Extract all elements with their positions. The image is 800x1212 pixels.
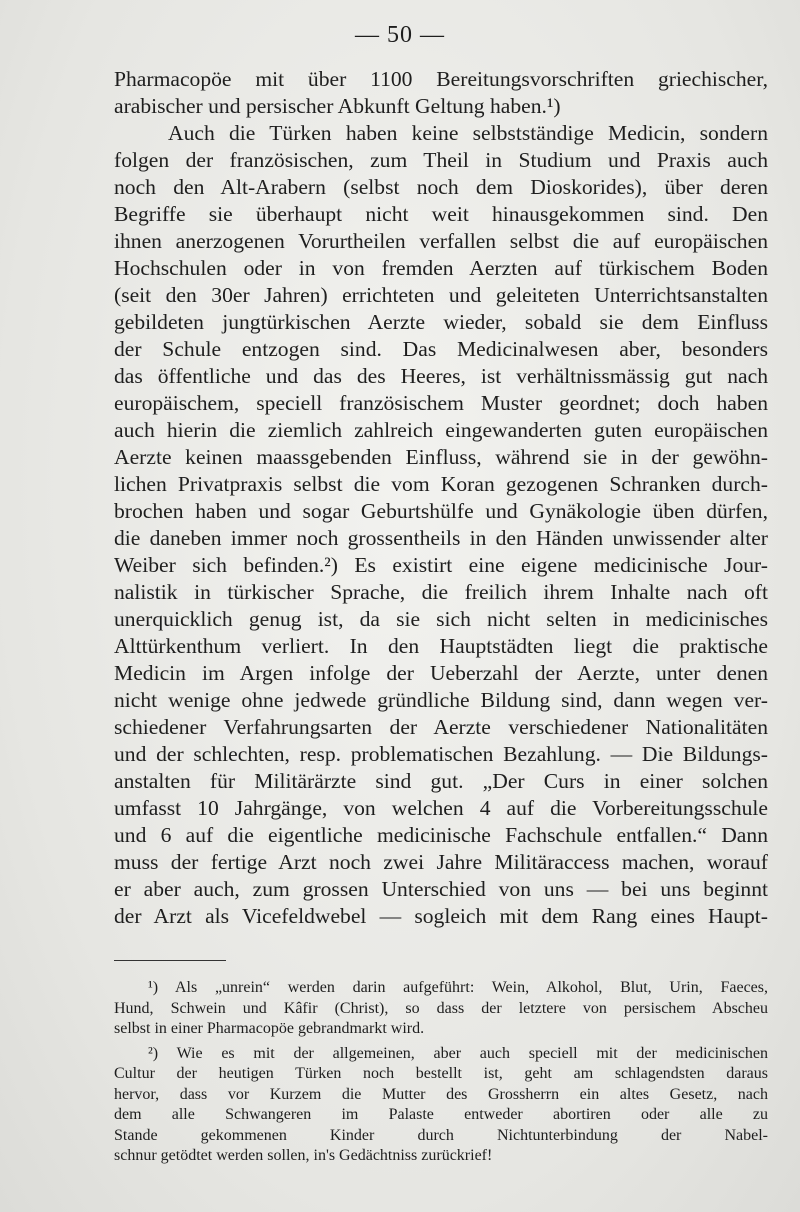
footnote-line: Cultur der heutigen Türken noch bestellt ist, geht am schlagendsten daraus xyxy=(114,1065,768,1082)
footnotes xyxy=(114,978,768,1167)
body-line: Alttürkenthum verliert. In den Hauptstädten liegt die praktische xyxy=(114,634,768,658)
body-line: umfasst 10 Jahrgänge, von welchen 4 auf die Vorbereitungsschule xyxy=(114,796,768,820)
body-line: arabischer und persischer Abkunft Geltung haben.¹) xyxy=(114,94,561,118)
body-line: und der schlechten, resp. problematischen Bezahlung. — Die Bildungs- xyxy=(114,742,768,766)
body-line: Medicin im Argen infolge der Ueberzahl der Aerzte, unter denen xyxy=(114,661,768,685)
body-line: Pharmacopöe mit über 1100 Bereitungsvorschriften griechischer, xyxy=(114,67,768,91)
body-line: Auch die Türken haben keine selbstständige Medicin, sondern xyxy=(168,121,768,145)
body-line: muss der fertige Arzt noch zwei Jahre Militäraccess machen, worauf xyxy=(114,850,768,874)
body-line: ihnen anerzogenen Vorurtheilen verfallen selbst die auf europäischen xyxy=(114,229,768,253)
body-line: er aber auch, zum grossen Unterschied von uns — bei uns beginnt xyxy=(114,877,768,901)
body-line: nicht wenige ohne jedwede gründliche Bildung sind, dann wegen ver- xyxy=(114,688,768,712)
footnote-line: hervor, dass vor Kurzem die Mutter des Grossherrn ein altes Gesetz, nach xyxy=(114,1085,768,1103)
body-line: (seit den 30er Jahren) errichteten und geleiteten Unterrichtsanstalten xyxy=(114,283,768,307)
body-line: die daneben immer noch grossentheils in den Händen unwissender alter xyxy=(114,526,768,550)
footnote-line: ¹) Als „unrein“ werden darin aufgeführt: Wein, Alkohol, Blut, Urin, Faeces, xyxy=(148,979,768,996)
body-line: anstalten für Militärärzte sind gut. „Der Curs in einer solchen xyxy=(114,769,768,793)
body-line: und 6 auf die eigentliche medicinische Fachschule entfallen.“ Dann xyxy=(114,823,768,847)
body-text xyxy=(114,66,768,930)
body-line: noch den Alt-Arabern (selbst noch dem Dioskorides), über deren xyxy=(114,175,768,199)
footnote-line: schnur getödtet werden sollen, in's Gedächtniss zurückrief! xyxy=(114,1147,493,1164)
body-line: schiedener Verfahrungsarten der Aerzte verschiedener Nationalitäten xyxy=(114,715,768,739)
footnote-line: Hund, Schwein und Kâfir (Christ), so dass der letztere von persischem Abscheu xyxy=(114,999,768,1017)
body-line: nalistik in türkischer Sprache, die freilich ihrem Inhalte nach oft xyxy=(114,580,768,604)
body-line: der Arzt als Vicefeldwebel — sogleich mit dem Rang eines Haupt- xyxy=(114,904,768,928)
footnote-line: ²) Wie es mit der allgemeinen, aber auch speciell mit der medicinischen xyxy=(148,1044,768,1062)
body-line: folgen der französischen, zum Theil in Studium und Praxis auch xyxy=(114,148,768,172)
footnote-line: dem alle Schwangeren im Palaste entweder abortiren oder alle zu xyxy=(114,1106,768,1123)
body-line: auch hierin die ziemlich zahlreich eingewanderten guten europäischen xyxy=(114,418,768,442)
body-line: brochen haben und sogar Geburtshülfe und Gynäkologie üben dürfen, xyxy=(114,499,768,523)
body-line: Aerzte keinen maassgebenden Einfluss, während sie in der gewöhn- xyxy=(114,445,768,469)
body-line: europäischem, speciell französischem Muster geordnet; doch haben xyxy=(114,391,768,415)
body-line: Weiber sich befinden.²) Es existirt eine eigene medicinische Jour- xyxy=(114,553,768,577)
footnote-line: selbst in einer Pharmacopöe gebrandmarkt wird. xyxy=(114,1020,425,1037)
footnote-line: Stande gekommenen Kinder durch Nichtunterbindung der Nabel- xyxy=(114,1126,768,1144)
page-number: — 50 — xyxy=(355,22,445,48)
body-line: Hochschulen oder in von fremden Aerzten auf türkischem Boden xyxy=(114,256,768,280)
body-line: gebildeten jungtürkischen Aerzte wieder, sobald sie dem Einfluss xyxy=(114,310,768,334)
body-line: lichen Privatpraxis selbst die vom Koran gezogenen Schranken durch- xyxy=(114,472,768,496)
body-line: der Schule entzogen sind. Das Medicinalwesen aber, besonders xyxy=(114,337,768,361)
footnote-divider xyxy=(114,960,226,961)
body-line: unerquicklich genug ist, da sie sich nicht selten in medicinisches xyxy=(114,607,768,631)
body-line: das öffentliche und das des Heeres, ist verhältnissmässig gut nach xyxy=(114,364,768,388)
body-line: Begriffe sie überhaupt nicht weit hinausgekommen sind. Den xyxy=(114,202,768,226)
